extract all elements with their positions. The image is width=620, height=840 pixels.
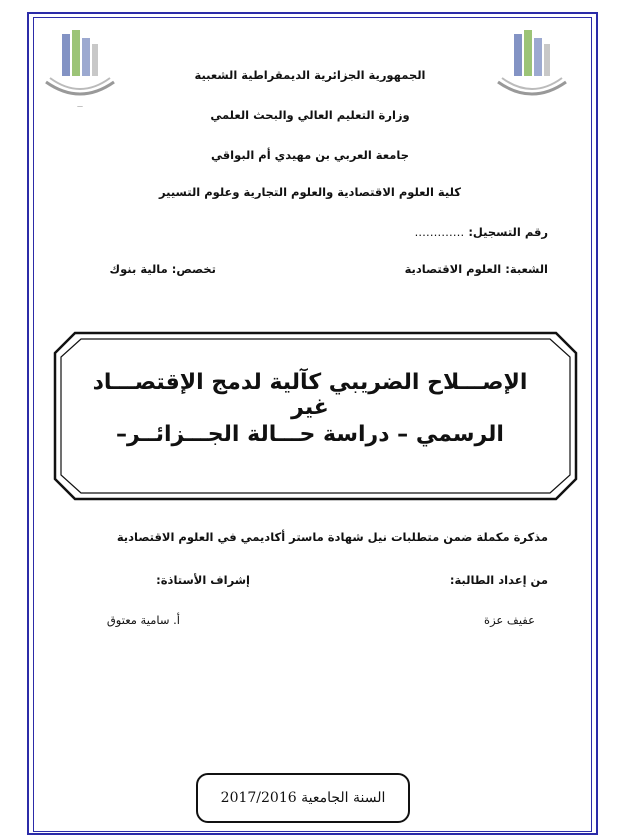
- registration-line: [415, 225, 548, 239]
- registration-label: رقم التسجيل:: [468, 225, 548, 239]
- specialty-label: تخصص:: [171, 262, 216, 276]
- supervisor-label: إشراف الأستاذة:: [156, 573, 250, 587]
- republic-heading: الجمهورية الجزائرية الديمقراطية الشعبية: [194, 68, 426, 82]
- specialty-value: مالية بنوك: [109, 262, 168, 276]
- registration-value: ………….: [414, 225, 465, 239]
- faculty-heading: كلية العلوم الاقتصادية والعلوم التجارية وعلوم التسيير: [159, 185, 461, 199]
- academic-year: السنة الجامعية 2017/2016: [220, 790, 386, 806]
- branch-value: العلوم الاقتصادية: [404, 262, 502, 276]
- prepared-by-label: من إعداد الطالبة:: [449, 573, 548, 587]
- branch-label: الشعبة:: [505, 262, 548, 276]
- svg-text:—: —: [77, 103, 83, 110]
- branch-line: [405, 262, 548, 276]
- academic-year-box: [196, 773, 410, 823]
- ministry-heading: وزارة التعليم العالي والبحث العلمي: [210, 108, 410, 122]
- specialty-line: [110, 262, 216, 276]
- thesis-title-line1: الإصـــلاح الضريبي كآلية لدمج الإقتصـــاد غير: [92, 370, 528, 420]
- thesis-subtitle: مذكرة مكملة ضمن متطلبات نيل شهادة ماستر أكاديمي في العلوم الاقتصادية: [116, 530, 548, 544]
- student-name: عفيف عزة: [484, 613, 535, 627]
- thesis-title-line2: الرسمي – دراسة حـــالة الجـــزائــر–: [116, 422, 504, 447]
- supervisor-name: أ. سامية معتوق: [106, 613, 180, 627]
- university-heading: جامعة العربي بن مهيدي أم البواقي: [211, 148, 409, 162]
